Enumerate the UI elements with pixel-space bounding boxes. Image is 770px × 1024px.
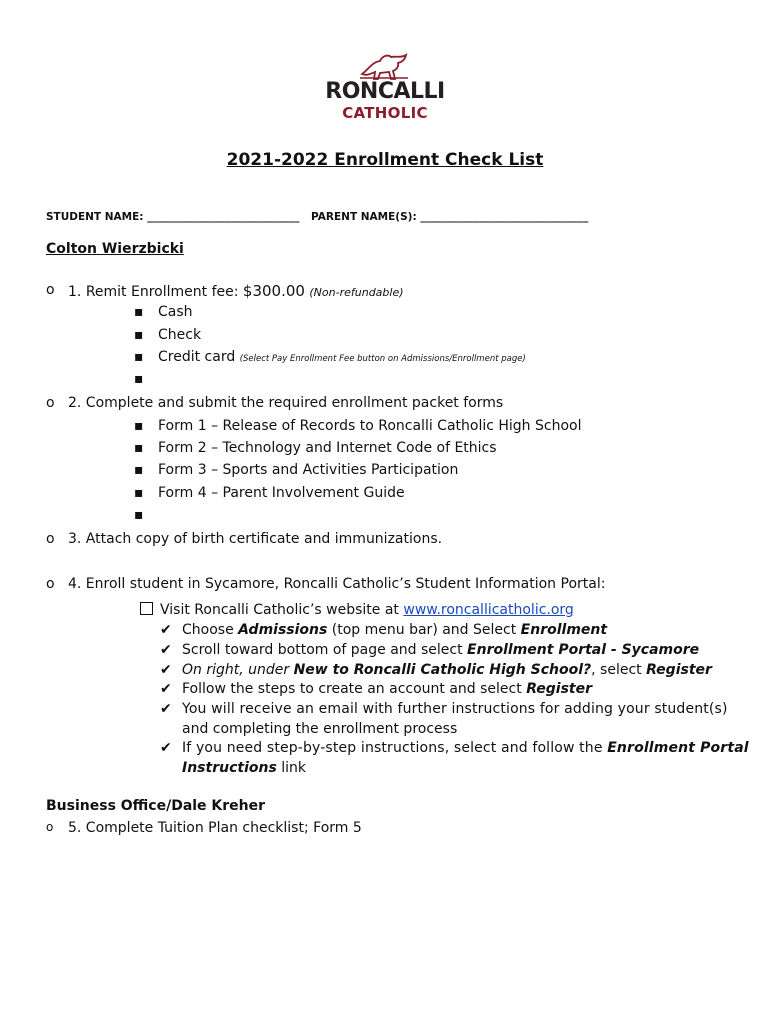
checkmark-icon: ✔	[160, 662, 172, 678]
step-text: , select	[591, 662, 647, 678]
empty-bullet	[134, 371, 158, 387]
step-emphasis: Instructions	[182, 760, 277, 776]
student-name-field[interactable]: STUDENT NAME: _____________________________	[46, 211, 300, 223]
option-credit-card: Credit card	[158, 349, 236, 365]
bullet-icon: ▪	[134, 371, 144, 387]
fee-amount: $300.00	[242, 282, 305, 300]
step-6	[160, 740, 749, 756]
step-emphasis: Enrollment Portal - Sycamore	[467, 642, 700, 658]
step-text: Scroll toward bottom of page and select	[182, 642, 468, 658]
step-6-continued	[182, 760, 306, 776]
step-text: If you need step-by-step instructions, select and follow the	[182, 740, 608, 756]
credit-card-note: (Select Pay Enrollment Fee button on Admissions/Enrollment page)	[239, 354, 526, 364]
logo-subtitle: CATHOLIC	[342, 104, 428, 122]
checkmark-icon: ✔	[160, 701, 172, 717]
bullet-icon: ▪	[134, 418, 144, 434]
checkbox-icon[interactable]	[140, 602, 153, 615]
step-1	[160, 622, 607, 638]
visit-text: Visit Roncalli Catholic’s website at	[160, 602, 404, 618]
step-text: (top menu bar) and Select	[327, 622, 521, 638]
empty-bullet	[134, 507, 158, 523]
form-item	[134, 462, 458, 478]
student-name: Colton Wierzbicki	[46, 241, 184, 257]
checkmark-icon: ✔	[160, 740, 172, 756]
payment-option	[134, 304, 193, 320]
item-marker: o	[46, 531, 55, 547]
form-1: Form 1 – Release of Records to Roncalli Catholic High School	[158, 418, 582, 434]
step-emphasis: Enrollment	[520, 622, 608, 638]
step-emphasis: Register	[526, 681, 593, 697]
form-3: Form 3 – Sports and Activities Participation	[158, 462, 459, 478]
item-marker: o	[46, 576, 55, 592]
business-office-heading: Business Office/Dale Kreher	[46, 798, 266, 814]
logo-name: RONCALLI	[325, 79, 445, 104]
item-marker: o	[46, 395, 55, 411]
step-5	[160, 701, 728, 717]
step-text: Choose	[182, 622, 239, 638]
form-2: Form 2 – Technology and Internet Code of Ethics	[158, 440, 497, 456]
item-1-text: Remit Enrollment fee:	[85, 284, 239, 300]
step-text: Follow the steps to create an account and select	[182, 681, 527, 697]
form-item	[134, 418, 582, 434]
bullet-icon: ▪	[134, 349, 144, 365]
checkmark-icon: ✔	[160, 622, 172, 638]
step-4	[160, 681, 592, 697]
option-check: Check	[158, 327, 202, 343]
checkmark-icon: ✔	[160, 681, 172, 697]
step-text: On right, under	[182, 662, 294, 678]
bullet-icon: ▪	[134, 462, 144, 478]
page-title: 2021-2022 Enrollment Check List	[226, 150, 544, 170]
bullet-icon: ▪	[134, 304, 144, 320]
form-item	[134, 440, 497, 456]
payment-option	[134, 349, 526, 365]
form-4: Form 4 – Parent Involvement Guide	[158, 485, 405, 501]
step-text: link	[276, 760, 306, 776]
checkmark-icon: ✔	[160, 642, 172, 658]
fee-note: (Non-refundable)	[309, 286, 404, 299]
step-2	[160, 642, 699, 658]
item-4-text: 4. Enroll student in Sycamore, Roncalli Catholic’s Student Information Portal:	[68, 576, 606, 592]
visit-website-step	[140, 602, 574, 618]
item-3-text: 3. Attach copy of birth certificate and immunizations.	[68, 531, 443, 547]
form-item	[134, 485, 405, 501]
step-text: You will receive an email with further instructions for adding your student(s)	[182, 701, 728, 717]
item-2-text: 2. Complete and submit the required enrollment packet forms	[68, 395, 504, 411]
step-emphasis: Enrollment Portal	[607, 740, 749, 756]
step-emphasis: Admissions	[238, 622, 328, 638]
item-marker: o	[46, 820, 54, 834]
bullet-icon: ▪	[134, 507, 144, 523]
item-marker: o	[46, 282, 55, 298]
item-1	[68, 282, 404, 300]
parent-name-field[interactable]: PARENT NAME(S): ________________________________	[311, 211, 589, 223]
option-cash: Cash	[158, 304, 193, 320]
step-emphasis: Register	[646, 662, 712, 678]
payment-option	[134, 327, 201, 343]
step-3	[160, 662, 712, 678]
step-emphasis: New to Roncalli Catholic High School?	[293, 662, 592, 678]
school-logo	[318, 52, 452, 126]
bullet-icon: ▪	[134, 327, 144, 343]
bullet-icon: ▪	[134, 485, 144, 501]
lion-icon	[358, 52, 410, 82]
bullet-icon: ▪	[134, 440, 144, 456]
item-5-text: 5. Complete Tuition Plan checklist; Form 5	[68, 820, 362, 836]
item-1-number: 1.	[68, 284, 82, 300]
website-link[interactable]: www.roncallicatholic.org	[403, 602, 574, 618]
name-fields	[46, 211, 588, 223]
step-5-continued: and completing the enrollment process	[182, 721, 458, 737]
